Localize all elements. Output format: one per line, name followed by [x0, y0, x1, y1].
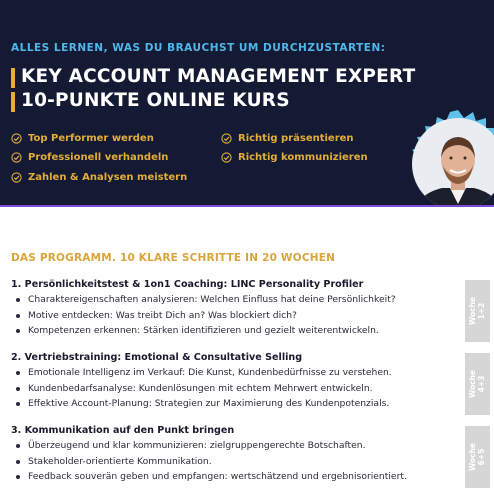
- feature-item: [221, 133, 354, 144]
- title-accent-bar: [11, 68, 15, 88]
- week-label: Woche: [468, 369, 478, 399]
- hero-banner: [0, 0, 494, 205]
- week-tab: [465, 426, 490, 488]
- feature-label: Richtig präsentieren: [238, 133, 354, 144]
- list-item-text: Motive entdecken: Was treibt Dich an? Was blockiert dich?: [28, 309, 297, 321]
- section-divider: [0, 205, 494, 207]
- list-item: [16, 365, 461, 381]
- feature-label: Richtig kommunizieren: [238, 152, 368, 163]
- program-section: [11, 425, 461, 485]
- program-section: [11, 352, 461, 412]
- program-title: DAS PROGRAMM. 10 KLARE SCHRITTE IN 20 WOCHEN: [11, 252, 336, 264]
- feature-item: [11, 152, 168, 163]
- week-tab-text: [469, 443, 487, 471]
- presenter-photo: [402, 108, 494, 205]
- list-item: [16, 454, 461, 470]
- list-item-text: Feedback souverän geben und empfangen: wertschätzend und ergebnisorientiert.: [28, 471, 407, 482]
- check-circle-icon: [11, 172, 22, 183]
- bullet-dot: [16, 460, 20, 464]
- check-circle-icon: [11, 133, 22, 144]
- bullet-dot: [16, 475, 20, 479]
- week-range: 1+2: [477, 302, 487, 320]
- program-section: [11, 279, 461, 339]
- bullet-dot: [16, 402, 20, 406]
- bullet-dot: [16, 387, 20, 391]
- list-item-text: Überzeugend und klar kommunizieren: zielgruppengerechte Botschaften.: [28, 440, 366, 451]
- week-tab-text: [469, 370, 487, 398]
- list-item-text: Kompetenzen erkennen: Stärken identifizieren und gezielt weiterentwickeln.: [28, 325, 379, 336]
- feature-label: Zahlen & Analysen meistern: [28, 172, 188, 183]
- feature-label: Professionell verhandeln: [28, 152, 169, 163]
- section-title: 2. Vertriebstraining: Emotional & Consultative Selling: [11, 352, 303, 363]
- section-title: 1. Persönlichkeitstest & 1on1 Coaching: LINC Personality Profiler: [11, 279, 364, 290]
- check-circle-icon: [221, 152, 232, 163]
- week-label: Woche: [468, 442, 478, 472]
- bullet-dot: [16, 444, 20, 448]
- list-item: [16, 323, 461, 339]
- list-item-text: Effektive Account-Planung: Strategien zur Maximierung des Kundenpotenzials.: [28, 398, 390, 409]
- feature-label: Top Performer werden: [28, 133, 154, 144]
- list-item: [16, 438, 461, 454]
- week-tab-text: [469, 297, 487, 325]
- list-item-text: Charaktereigenschaften analysieren: Welchen Einfluss hat deine Persönlichkeit?: [28, 294, 396, 305]
- list-item: [16, 469, 461, 485]
- list-item-text: Emotionale Intelligenz im Verkauf: Die Kunst, Kundenbedürfnisse zu verstehen.: [28, 367, 392, 378]
- bullet-dot: [16, 314, 20, 318]
- week-range: 4+3: [477, 375, 487, 393]
- title-accent-bar: [11, 92, 15, 112]
- list-item: [16, 381, 461, 397]
- list-item-text: Kundenbedarfsanalyse: Kundenlösungen mit echtem Mehrwert entwickeln.: [28, 382, 373, 394]
- list-item: [16, 396, 461, 412]
- week-tab: [465, 353, 490, 415]
- section-title: 3. Kommunikation auf den Punkt bringen: [11, 425, 235, 436]
- course-subtitle: 10-PUNKTE ONLINE KURS: [21, 90, 290, 111]
- bullet-dot: [16, 371, 20, 375]
- feature-item: [11, 172, 187, 183]
- week-range: 6+5: [477, 448, 487, 466]
- feature-item: [11, 133, 154, 144]
- list-item: [16, 308, 461, 324]
- week-tab: [465, 280, 490, 342]
- list-item-text: Stakeholder-orientierte Kommunikation.: [28, 455, 212, 467]
- bullet-dot: [16, 298, 20, 302]
- hero-kicker: ALLES LERNEN, WAS DU BRAUCHST UM DURCHZUSTARTEN:: [11, 42, 386, 54]
- check-circle-icon: [11, 152, 22, 163]
- bullet-dot: [16, 329, 20, 333]
- week-label: Woche: [468, 296, 478, 326]
- feature-item: [221, 152, 368, 163]
- course-title: KEY ACCOUNT MANAGEMENT EXPERT: [21, 66, 416, 87]
- check-circle-icon: [221, 133, 232, 144]
- list-item: [16, 292, 461, 308]
